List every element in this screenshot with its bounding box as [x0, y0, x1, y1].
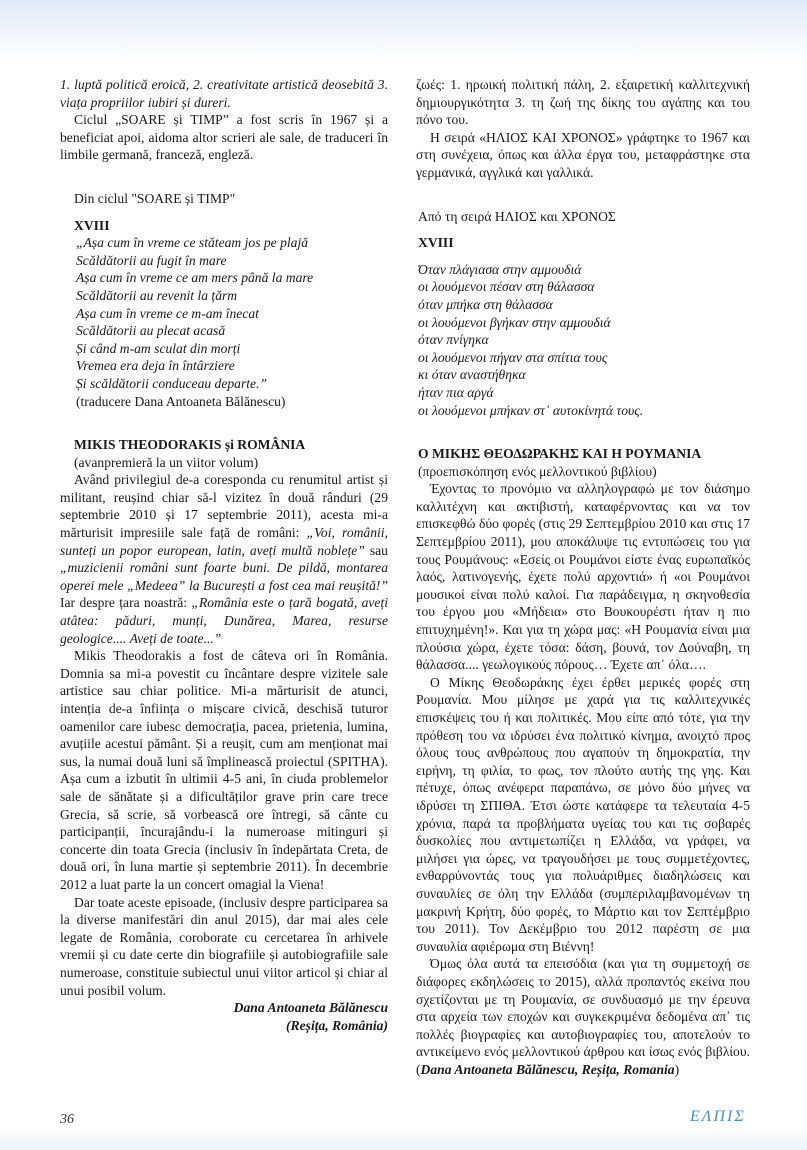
- para3-text: Όμως όλα αυτά τα επεισόδια (και για τη συμμετοχή σε διάφορες εκδηλώσεις το 2015), αλλά προπαντός εκείνα που σχετίζονται με τη Ρουμανία, σε συνδυασμό με την έρευνα στα αρχεία των εποχών και συγκεκριμένα δεδομένα απ᾽ τις πολλές βιογραφίες και αυτοβιογραφίες του, αποτελούν το αντικείμενο ενός μελλοντικού άρθρου και ίσως ενός βιβλίου. (: [416, 956, 750, 1077]
- paragraph-3: Dar toate aceste episoade, (inclusiv despre participarea sa la diverse manifestări din anul 2015), dar mai ales cele legate de România, coroborate cu cercetarea în arhivele vremii și cu date certe din biografiile și autobiografiile sale numeroase, constituie subiectul unui viitor articol și chiar al unui posibil volum.: [60, 894, 388, 998]
- paragraph-1: Έχοντας το προνόμιο να αλληλογραφώ με τον διάσημο καλλιτέχνη και ακτιβιστή, καταφέρνοντας και να τον επισκεφθώ δύο φορές (στις 29 Σεπτεμβρίου 2010 και στις 17 Σεπτεμβρίου 2011), μου αποκάλυψε τις εντυπώσεις του για τους Ρουμάνους: «Εσείς οι Ρουμάνοι είστε ένας ευρωπαϊκός λαός, λατινογενής, έχετε πολύ αρχοντιά» ή «οι Ρουμάνοι μουσικοί είναι πολύ καλοί. Για παράδειγμα, η σκηνοθεσία του έργου μου «Μήδεια» στο Βουκουρέστι ήταν η πιο επιτυχημένη!». Και για τη χώρα μας: «Η Ρουμανία είναι μια πλούσια χώρα, έχετε τόσα: δάση, βουνά, τον Δούναβη, τη θάλασσα.... γεωλογικούς πόρους… Έχετε απ᾽ όλα….: [416, 481, 750, 673]
- poem: [416, 261, 750, 419]
- poem-line: Scăldătorii au fugit în mare: [76, 252, 227, 268]
- poem-line: Όταν πλάγιασα στην αμμουδιά: [418, 261, 582, 277]
- intro-paragraph: Ciclul „SOARE și TIMP” a fost scris în 1967 și a beneficiat apoi, aidoma altor scrieri ale sale, de traduceri în limbile germană, franceză, engleză.: [60, 112, 388, 163]
- section-title: Ο ΜΙΚΗΣ ΘΕΟΔΩΡΑΚΗΣ ΚΑΙ Η ΡΟΥΜΑΝΙΑ: [418, 446, 702, 462]
- paragraph-1: [60, 471, 388, 647]
- poem-line: Și scăldătorii conduceau departe.”: [76, 375, 268, 391]
- para3-signature: Dana Antoaneta Bălănescu, Reșița, Romania: [420, 1061, 675, 1077]
- poem-line: Scăldătorii au plecat acasă: [76, 323, 226, 339]
- para1-quote: „Voi, românii, sunteți un popor european, latin, aveți multă noblețe”: [60, 525, 388, 558]
- paragraph-2: Ο Μίκης Θεοδωράκης έχει έρθει μερικές φορές στη Ρουμανία. Μου μίλησε με χαρά για τις καλλιτεχνικές επισκέψεις του ή και πολιτικές. Μου είπε από τότε, για την πρόθεση του να ιδρύσει ένα πολιτικό κίνημα, ανοιχτό προς όλους τους ανθρώπους που αγαπούν τη δημοκρατία, την ειρήνη, τη φιλία, το φως, τον πλούτο αυτής της γης. Και πέτυχε, όπως ανέφερα παραπάνω, σε μόνο δύο μήνες να ιδρύσει τη ΣΠΙΘΑ. Έτσι ώστε κατάφερε τα τελευταία 4-5 χρόνια, παρά τα προβλήματα υγείας του και τις σοβαρές δυσκολίες που αντιμετωπίζει η Ελλάδα, να γράφει, να μιλήσει για ώρες, να τραγουδήσει με τους συμμετέχοντες, ενθαρρύνοντάς τους για πολυάριθμες διαδηλώσεις και συναυλίες σε όλη την Ελλάδα (συμπεριλαμβανομένων τη μακρινή Κρήτη, δύο φορές, το Μάρτιο και τον Σεπτέμβριο του 2011). Τον Δεκέμβριο του 2012 παρέστη σε μια συναυλία αφιέρωμα στη Βιέννη!: [416, 674, 750, 954]
- poem-line: Scăldătorii au revenit la țărm: [76, 287, 238, 303]
- poem-line: οι λουόμενοι μπήκαν στ᾽ αυτοκίνητά τους.: [418, 402, 644, 418]
- poem-line: „Așa cum în vreme ce stăteam jos pe plajă: [76, 235, 309, 251]
- poem-line: Și când m-am sculat din morți: [76, 340, 241, 356]
- poem-line: όταν μπήκα στη θάλασσα: [418, 296, 553, 312]
- poem: [60, 234, 388, 392]
- right-column-greek: [416, 76, 750, 1078]
- intro-paragraph-2: Η σειρά «ΗΛΙΟΣ ΚΑΙ ΧΡΟΝΟΣ» γράφτηκε το 1967 και στη συνέχεια, όπως και άλλα έργα του, μεταφράστηκε στα γερμανικά, αγγλικά και γαλλικά.: [416, 129, 750, 180]
- cycle-label: Din ciclul "SOARE și TIMP": [74, 190, 236, 206]
- intro-paragraph: ζωές: 1. ηρωική πολιτική πάλη, 2. εξαιρετική καλλιτεχνική δημιουργικότητα 3. τη ζωή της δίκης του αγάπης και του πόνο του.: [416, 77, 750, 128]
- author-location: (Reșița, România): [286, 1017, 388, 1033]
- poem-number: XVIII: [418, 235, 454, 251]
- poem-line: όταν πνίγηκα: [418, 332, 489, 348]
- poem-line: ήταν πια αργά: [418, 384, 494, 400]
- poem-line: οι λουόμενοι πήγαν στα σπίτια τους: [418, 349, 608, 365]
- para1-quote: „muzicienii români sunt foarte buni. De pildă, montarea operei mele „Medeea” la București a fost cea mai reușită!”: [60, 560, 388, 593]
- section-subtitle: (προεπισκόπηση ενός μελλοντικού βιβλίου): [418, 463, 657, 479]
- para1-text: sau: [364, 542, 388, 558]
- paragraph-3: [416, 955, 750, 1078]
- author-signature: Dana Antoaneta Bălănescu: [233, 1000, 388, 1016]
- poem-number: XVIII: [74, 217, 110, 233]
- footer-band: [0, 1128, 807, 1150]
- para1-quote: „România este o țară bogată, aveți atâtea: păduri, munți, Dunărea, Marea, resurse geologice.... Aveți de toate...”: [60, 595, 389, 646]
- poem-line: Așa cum în vreme ce am mers până la mare: [76, 270, 314, 286]
- para1-text: Iar despre țara noastră:: [60, 595, 192, 611]
- section-subtitle: (avanpremieră la un viitor volum): [74, 454, 259, 470]
- journal-name: ΕΛΠΙΣ: [690, 1108, 746, 1125]
- intro-italic: 1. luptă politică eroică, 2. creativitate artistică deosebită 3. viața propriilor iubiri și dureri.: [60, 77, 388, 110]
- section-title: MIKIS THEODORAKIS și ROMÂNIA: [74, 437, 306, 453]
- top-decorative-band: [0, 0, 807, 62]
- poem-line: Așa cum în vreme ce m-am înecat: [76, 305, 259, 321]
- page-number: 36: [60, 1112, 74, 1127]
- poem-line: κι όταν αναστήθηκα: [418, 367, 526, 383]
- para3-text: ): [674, 1061, 680, 1077]
- cycle-label: Από τη σειρά ΗΛΙΟΣ και ΧΡΟΝΟΣ: [418, 208, 616, 224]
- para1-text: Având privilegiul de-a coresponda cu renumitul artist și militant, reușind chiar să-l vizitez în două rânduri (29 septembrie 2010 și 17 septembrie 2011), acesta mi-a mărturisit impresiile sale față de români:: [60, 472, 388, 541]
- translation-credit: (traducere Dana Antoaneta Bălănescu): [76, 393, 286, 409]
- paragraph-2: Mikis Theodorakis a fost de câteva ori în România. Domnia sa mi-a povestit cu încântare despre vizitele sale artistice sau chiar politice. Mi-a mărturisit de atunci, intenția de-a înființa o mișcare civică, deschisă tuturor oamenilor care iubesc democrația, pacea, prietenia, lumina, avuțiile acestui pământ. Și a reușit, cum am menționat mai sus, la numai două luni să împlinească proiectul (SPITHA). Așa cum a izbutit în ultimii 4-5 ani, în ciuda problemelor sale de sănătate și a dificultăților grave prin care trece Grecia, să scrie, să vorbească ore întregi, să cânte cu participanții, încurajându-i la numeroase mitinguri și concerte din toata Grecia (inclusiv în îndepărtata Creta, de două ori, în luna martie și septembrie 2011). În decembrie 2012 a luat parte la un concert omagial la Viena!: [60, 648, 388, 892]
- poem-line: οι λουόμενοι βγήκαν στην αμμουδιά: [418, 314, 611, 330]
- left-column-romanian: [60, 76, 388, 1034]
- poem-line: Vremea era deja în întârziere: [76, 358, 235, 374]
- poem-line: οι λουόμενοι πέσαν στη θάλασσα: [418, 279, 595, 295]
